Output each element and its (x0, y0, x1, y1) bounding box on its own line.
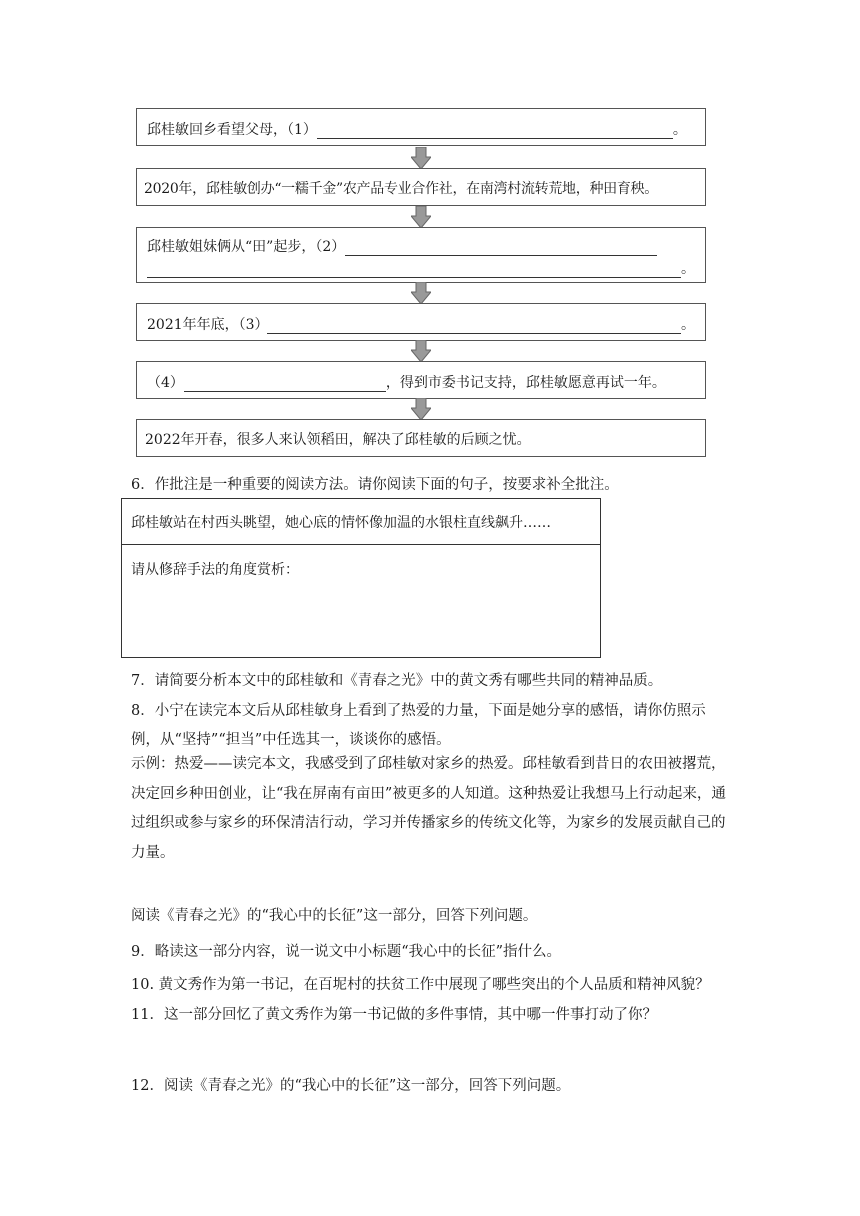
question-12: 12．阅读《青春之光》的“我心中的长征”这一部分，回答下列问题。 (131, 1078, 571, 1094)
flow-box-3-text: 邱桂敏姐妹俩从“田”起步，（2） (147, 239, 346, 255)
flow-box-4-text: 2021年年底，（3） (147, 317, 269, 333)
question-11: 11．这一部分回忆了黄文秀作为第一书记做的多件事情，其中哪一件事打动了你？ (131, 1007, 657, 1023)
down-arrow-icon (411, 340, 431, 362)
flow-box-1 (136, 108, 706, 146)
question-8-line-1: 8．小宁在读完本文后从邱桂敏身上看到了热爱的力量，下面是她分享的感悟，请你仿照示 (131, 703, 706, 719)
answer-blank-2a[interactable] (345, 240, 657, 256)
flow-box-4 (136, 303, 706, 341)
question-10: 10. 黄文秀作为第一书记，在百坭村的扶贫工作中展现了哪些突出的个人品质和精神风貌？ (131, 977, 710, 993)
answer-blank-3[interactable] (267, 318, 681, 334)
question-6: 6．作批注是一种重要的阅读方法。请你阅读下面的句子，按要求补全批注。 (131, 477, 619, 493)
annotation-answer-area[interactable] (122, 579, 600, 649)
annotation-sentence: 邱桂敏站在村西头眺望，她心底的情怀像加温的水银柱直线飙升…… (122, 499, 600, 545)
question-9: 9．略读这一部分内容，说一说文中小标题“我心中的长征”指什么。 (131, 944, 562, 960)
period: 。 (672, 122, 687, 138)
annotation-prompt: 请从修辞手法的角度赏析： (131, 562, 299, 578)
question-7: 7．请简要分析本文中的邱桂敏和《青春之光》中的黄文秀有哪些共同的精神品质。 (131, 673, 663, 689)
flow-box-6-text: 2022年开春，很多人来认领稻田，解决了邱桂敏的后顾之忧。 (145, 432, 531, 448)
down-arrow-icon (411, 206, 431, 228)
period: 。 (681, 317, 695, 333)
down-arrow-icon (411, 282, 431, 304)
answer-blank-4[interactable] (184, 376, 386, 392)
question-8-example: 示例：热爱——读完本文，我感受到了邱桂敏对家乡的热爱。邱桂敏看到昔日的农田被撂荒，决定回乡种田创业，让“我在屏南有亩田”被更多的人知道。这种热爱让我想马上行动起来，通过组织或参与家乡的环保清洁行动，学习并传播家乡的传统文化等，为家乡的发展贡献自己的力量。 (131, 756, 726, 861)
flow-box-6 (136, 419, 706, 457)
question-8-line-2: 例，从“坚持”“担当”中任选其一，谈谈你的感悟。 (131, 732, 451, 748)
flow-box-5-prefix: （4） (147, 375, 184, 391)
flow-box-3 (136, 227, 706, 283)
flow-box-2 (136, 168, 706, 206)
annotation-box (121, 498, 601, 658)
flow-box-2-text: 2020年，邱桂敏创办“一糯千金”农产品专业合作社，在南湾村流转荒地，种田育秧。 (144, 181, 658, 197)
flow-box-1-text: 邱桂敏回乡看望父母，（1） (147, 122, 317, 138)
answer-blank-1[interactable] (317, 123, 673, 139)
answer-blank-2b[interactable] (147, 262, 681, 278)
period: 。 (681, 261, 695, 277)
down-arrow-icon (411, 147, 431, 169)
down-arrow-icon (411, 398, 431, 420)
flow-box-5 (136, 361, 706, 399)
reading-instruction: 阅读《青春之光》的“我心中的长征”这一部分，回答下列问题。 (131, 908, 538, 924)
flow-box-5-suffix: ，得到市委书记支持，邱桂敏愿意再试一年。 (385, 375, 666, 391)
